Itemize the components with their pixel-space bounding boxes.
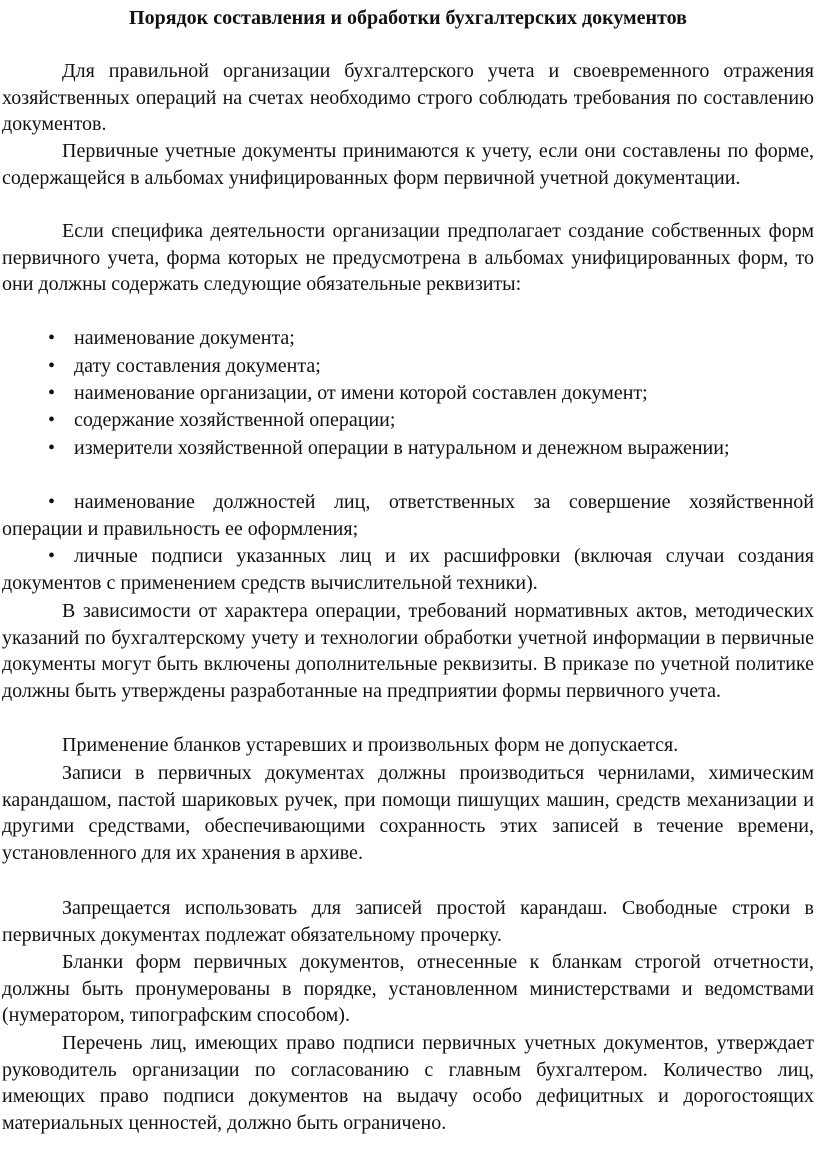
- paragraph-obsolete-forms: Применение бланков устаревших и произвольных форм не допускается.: [62, 734, 679, 756]
- bullet-icon: •: [48, 382, 56, 404]
- paragraph-own-forms: Если специфика деятельности организации предполагает создание собственных форм первичного учета, форма которых не предусмотрена в альбомах унифицированных форм, то они должны содержать следующие обязательные реквизиты:: [2, 220, 814, 296]
- list-item-text: наименование организации, от имени которой составлен документ;: [74, 382, 648, 404]
- paragraph-pencil-ban: Запрещается использовать для записей простой карандаш. Свободные строки в первичных документах подлежат обязательному прочерку.: [2, 897, 814, 946]
- bullet-icon: •: [48, 437, 56, 459]
- list-item: [2, 489, 814, 542]
- page-title: Порядок составления и обработки бухгалтерских документов: [129, 7, 687, 29]
- bullet-icon: •: [48, 355, 56, 377]
- list-item: [2, 380, 814, 407]
- list-item-text: личные подписи указанных лиц и их расшифровки (включая случаи создания документов с применением средств вычислительной техники).: [2, 545, 814, 594]
- list-item-text: измерители хозяйственной операции в натуральном и денежном выражении;: [74, 437, 730, 459]
- list-item: [2, 407, 814, 434]
- list-item: [2, 325, 814, 352]
- bullet-icon: •: [48, 491, 56, 513]
- bullet-icon: •: [48, 545, 56, 567]
- bullet-icon: •: [48, 327, 56, 349]
- paragraph-intro: Для правильной организации бухгалтерского учета и своевременного отражения хозяйственных операций на счетах необходимо строго соблюдать требования по составлению документов.: [2, 60, 814, 136]
- paragraph-signature-rights: Перечень лиц, имеющих право подписи первичных учетных документов, утверждает руководитель организации по согласованию с главным бухгалтером. Количество лиц, имеющих право подписи документов на выдачу особо дефицитных и дорогостоящих материальных ценностей, должно быть ограничено.: [2, 1032, 814, 1134]
- list-item-text: наименование документа;: [74, 327, 295, 349]
- list-item-text: содержание хозяйственной операции;: [74, 409, 396, 431]
- list-item: [2, 435, 814, 462]
- list-item: [2, 353, 814, 380]
- paragraph-primary-documents: Первичные учетные документы принимаются к учету, если они составлены по форме, содержащейся в альбомах унифицированных форм первичной учетной документации.: [2, 140, 814, 189]
- list-item-text: наименование должностей лиц, ответственных за совершение хозяйственной операции и правильность ее оформления;: [2, 491, 814, 540]
- paragraph-additional-requisites: В зависимости от характера операции, требований нормативных актов, методических указаний по бухгалтерскому учету и технологии обработки учетной информации в первичные документы могут быть включены дополнительные реквизиты. В приказе по учетной политике должны быть утверждены разработанные на предприятии формы первичного учета.: [2, 600, 814, 702]
- bullet-icon: •: [48, 409, 56, 431]
- list-item: [2, 543, 814, 596]
- list-item-text: дату составления документа;: [74, 355, 321, 377]
- paragraph-records-tools: Записи в первичных документах должны производиться чернилами, химическим карандашом, пастой шариковых ручек, при помощи пишущих машин, средств механизации и другими средствами, обеспечивающими сохранность этих записей в течение времени, установленного для их хранения в архиве.: [2, 762, 814, 864]
- paragraph-strict-forms: Бланки форм первичных документов, отнесенные к бланкам строгой отчетности, должны быть пронумерованы в порядке, установленном министерствами и ведомствами (нумератором, типографским способом).: [2, 951, 814, 1027]
